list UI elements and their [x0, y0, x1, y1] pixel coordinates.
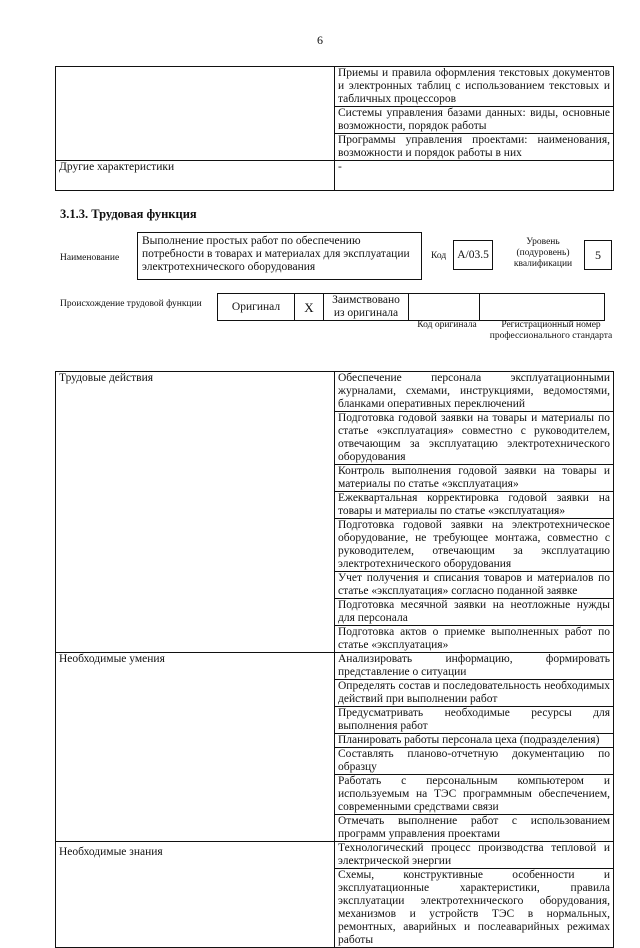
group-label-actions: Трудовые действия — [56, 372, 335, 653]
original-label: Оригинал — [218, 294, 295, 321]
reg-number-cell — [480, 294, 605, 321]
table-cell: Обеспечение персонала эксплуатационными журналами, схемами, инструкциями, ведомостями, бланками оперативных переключений — [335, 372, 614, 412]
group-label-skills: Необходимые умения — [56, 653, 335, 842]
table-cell: Планировать работы персонала цеха (подразделения) — [335, 734, 614, 748]
code-original-cell — [409, 294, 480, 321]
table-cell: Определять состав и последовательность необходимых действий при выполнении работ — [335, 680, 614, 707]
table-cell: Подготовка актов о приемке выполненных работ по статье «эксплуатация» — [335, 626, 614, 653]
level-value: 5 — [584, 240, 612, 270]
table-row — [56, 67, 614, 107]
function-name-value: Выполнение простых работ по обеспечению потребности в товарах и материалах для эксплуатации электротехнического оборудования — [137, 232, 422, 280]
table-cell: Схемы, конструктивные особенности и эксплуатационные характеристики, правила эксплуатации электротехнического оборудования, механизмов и устройств ТЭС в нормальных, ремонтных, аварийных и послеаварийных режимах работы — [335, 869, 614, 948]
table-cell: Составлять планово-отчетную документацию по образцу — [335, 748, 614, 775]
table-cell: Технологический процесс производства тепловой и электрической энергии — [335, 842, 614, 869]
table-cell: Анализировать информацию, формировать представление о ситуации — [335, 653, 614, 680]
level-label: Уровень (подуровень) квалификации — [513, 237, 573, 269]
borrowed-label: Заимствовано из оригинала — [324, 294, 409, 321]
group-label-knowledge: Необходимые знания — [56, 842, 335, 948]
origin-label: Происхождение трудовой функции — [60, 299, 202, 309]
table-row — [56, 842, 614, 869]
main-table — [55, 371, 614, 948]
table-cell: Ежеквартальная корректировка годовой заявки на товары и материалы по статье «эксплуатация» — [335, 492, 614, 519]
name-label: Наименование — [60, 253, 120, 263]
table-cell: Программы управления проектами: наименования, возможности и порядок работы в них — [335, 134, 614, 161]
code-label: Код — [431, 251, 447, 261]
section-heading: 3.1.3. Трудовая функция — [60, 207, 197, 221]
table-cell: Предусматривать необходимые ресурсы для выполнения работ — [335, 707, 614, 734]
page-number: 6 — [317, 33, 323, 47]
table-cell: Подготовка годовой заявки на товары и материалы по статье «эксплуатация» совместно с руководителем, отвечающим за эксплуатацию электротехнического оборудования — [335, 412, 614, 465]
table-cell: Подготовка месячной заявки на неотложные нужды для персонала — [335, 599, 614, 626]
table-cell: Отмечать выполнение работ с использованием программ управления проектами — [335, 815, 614, 842]
top-table — [55, 66, 614, 191]
code-value: A/03.5 — [453, 240, 493, 270]
row-label — [56, 67, 335, 161]
table-cell: Работать с персональным компьютером и используемым на ТЭС программным обеспечением, современными средствами связи — [335, 775, 614, 815]
original-mark: X — [295, 294, 324, 321]
table-row — [56, 161, 614, 191]
table-row — [56, 653, 614, 680]
table-cell: Приемы и правила оформления текстовых документов и электронных таблиц с использованием текстовых и табличных процессоров — [335, 67, 614, 107]
code-original-label: Код оригинала — [417, 320, 477, 330]
table-row — [218, 294, 605, 321]
table-cell: Учет получения и списания товаров и материалов по статье «эксплуатация» согласно поданной заявке — [335, 572, 614, 599]
table-cell: Системы управления базами данных: виды, основные возможности, порядок работы — [335, 107, 614, 134]
table-cell: Контроль выполнения годовой заявки на товары и материалы по статье «эксплуатация» — [335, 465, 614, 492]
table-cell: Подготовка годовой заявки на электротехническое оборудование, не требующее монтажа, совместно с руководителем, отвечающим за эксплуатацию электротехнического оборудования — [335, 519, 614, 572]
table-cell: - — [335, 161, 614, 191]
table-row — [56, 372, 614, 412]
row-label: Другие характеристики — [56, 161, 335, 191]
origin-table — [217, 293, 605, 321]
reg-number-label: Регистрационный номер профессионального стандарта — [489, 320, 613, 341]
